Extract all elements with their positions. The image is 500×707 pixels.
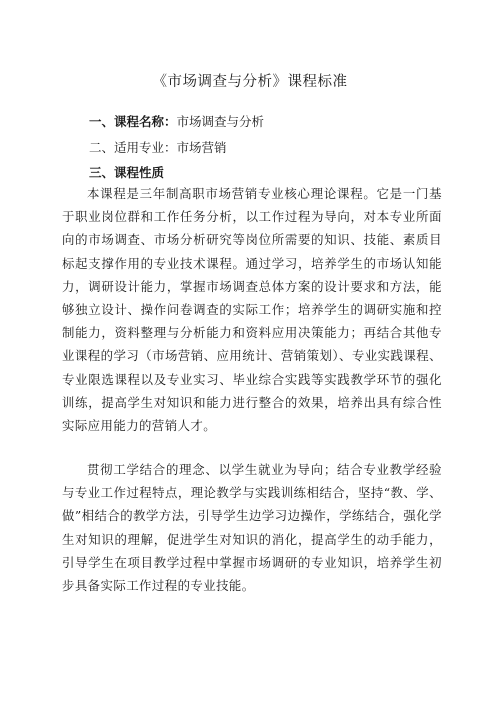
course-name-line: [89, 112, 264, 130]
major-label: 二、适用专业：: [89, 140, 177, 155]
paragraph-teaching-approach: 贯彻工学结合的理念、以学生就业为导向；结合专业教学经验与专业工作过程特点，理论教学与实践训练相结合，坚持“教、学、做”相结合的教学方法，引导学生边学习边操作，学练结合，强化学生对知识的理解，促进学生对知识的消化，提高学生的动手能力，引导学生在项目教学过程中掌握市场调研的专业知识，培养学生初步具备实际工作过程的专业技能。: [62, 462, 442, 594]
major-value: 市场营销: [176, 140, 227, 155]
course-nature-label: 三、课程性质: [89, 165, 165, 180]
document-title: 《市场调查与分析》课程标准: [152, 74, 348, 90]
course-name-label: 一、课程名称：: [89, 114, 177, 129]
paragraph-course-nature: 本课程是三年制高职市场营销专业核心理论课程。它是一门基于职业岗位群和工作任务分析，以工作过程为导向，对本专业所面向的市场调查、市场分析研究等岗位所需要的知识、技能、素质目标起支撑作用的专业技术课程。通过学习，培养学生的市场认知能力，调研设计能力，掌握市场调查总体方案的设计要求和方法，能够独立设计、操作问卷调查的实际工作；培养学生的调研实施和控制能力，资料整理与分析能力和资料应用决策能力；再结合其他专业课程的学习（市场营销、应用统计、营销策划）、专业实践课程、专业限选课程以及专业实习、毕业综合实践等实践教学环节的强化训练，提高学生对知识和能力进行整合的效果，培养出具有综合性实际应用能力的营销人才。: [62, 186, 442, 434]
major-line: [89, 138, 227, 156]
course-name-value: 市场调查与分析: [176, 114, 265, 129]
course-nature-heading: [89, 163, 164, 181]
